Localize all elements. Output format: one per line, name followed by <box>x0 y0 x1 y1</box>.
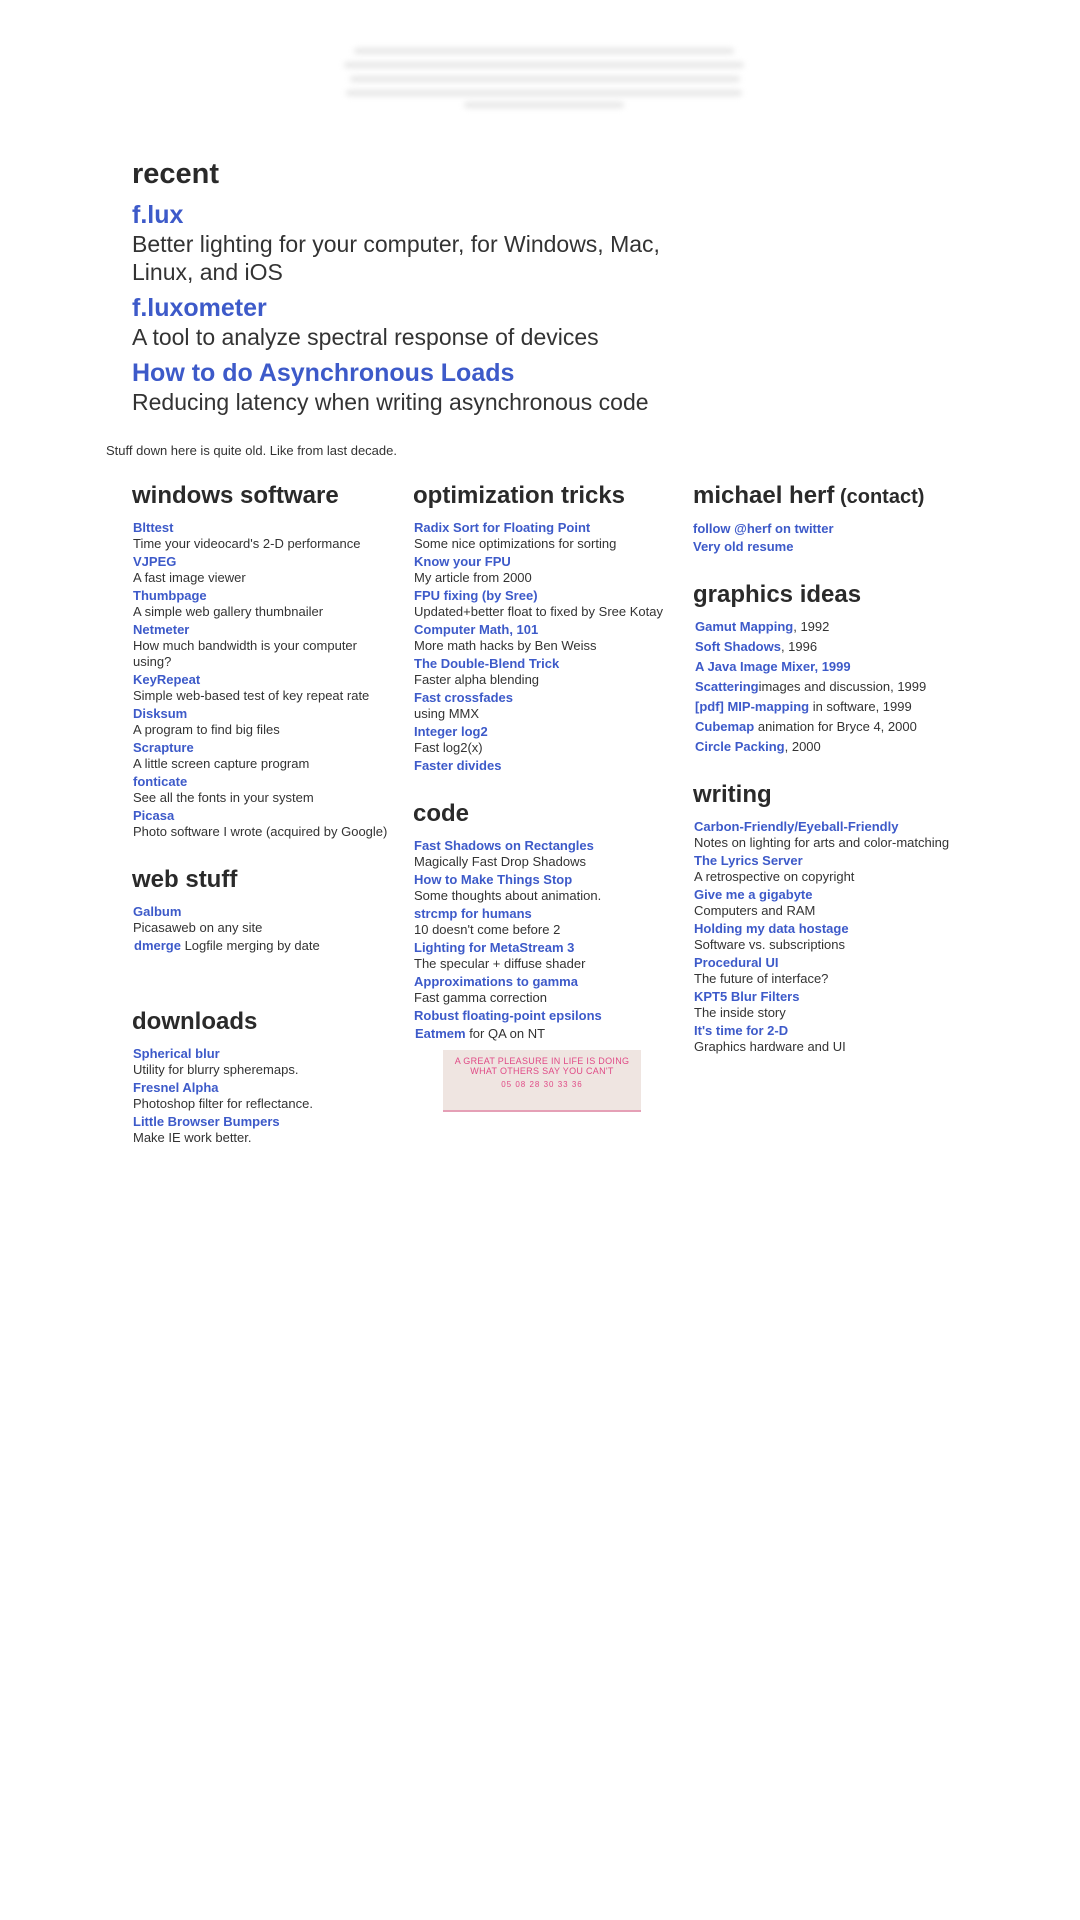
graphics-ideas-section <box>693 581 963 755</box>
item-link[interactable]: dmerge <box>134 938 181 953</box>
list-item <box>694 659 963 675</box>
item-link[interactable]: Computer Math, 101 <box>414 622 539 637</box>
item-desc: Simple web-based test of key repeat rate <box>133 688 370 703</box>
item-link[interactable]: Fast crossfades <box>414 690 513 705</box>
list-item <box>693 853 963 885</box>
list-item <box>413 622 683 654</box>
item-desc: Picasaweb on any site <box>133 920 263 935</box>
fortune-text: A GREAT PLEASURE IN LIFE IS DOING WHAT OTHERS SAY YOU CAN'T <box>454 1056 630 1076</box>
list-item <box>694 699 963 715</box>
item-desc: for QA on NT <box>465 1026 546 1041</box>
list-item <box>413 656 683 688</box>
column-left <box>132 482 392 1172</box>
recent-item-desc: Reducing latency when writing asynchronous code <box>132 389 649 415</box>
contact-label: (contact) <box>834 486 925 508</box>
item-link[interactable]: Lighting for MetaStream 3 <box>414 940 575 955</box>
list-item <box>132 554 392 586</box>
item-link[interactable]: Procedural UI <box>694 955 779 970</box>
item-desc: A simple web gallery thumbnailer <box>133 604 324 619</box>
item-link[interactable]: FPU fixing (by Sree) <box>414 588 538 603</box>
list-item <box>413 940 683 972</box>
item-desc: using MMX <box>414 706 480 721</box>
recent-item <box>132 201 692 286</box>
item-link[interactable]: Netmeter <box>133 622 190 637</box>
item-link[interactable]: Faster divides <box>414 758 502 773</box>
recent-item-desc: Better lighting for your computer, for Windows, Mac, Linux, and iOS <box>132 231 660 285</box>
item-link[interactable]: Scattering <box>695 679 759 694</box>
code-section <box>413 800 683 1042</box>
item-desc: A retrospective on copyright <box>694 869 855 884</box>
list-item <box>132 588 392 620</box>
recent-item-desc: A tool to analyze spectral response of devices <box>132 324 599 350</box>
item-desc: A program to find big files <box>133 722 280 737</box>
section-heading: windows software <box>132 482 339 509</box>
list-item <box>413 758 683 774</box>
list-item <box>132 774 392 806</box>
fortune-image <box>443 1050 641 1112</box>
contact-name: michael herf <box>693 482 835 509</box>
list-item <box>693 989 963 1021</box>
list-item <box>413 872 683 904</box>
list-item <box>694 639 963 655</box>
item-link[interactable]: Thumbpage <box>133 588 207 603</box>
list-item <box>694 679 963 695</box>
section-heading: writing <box>693 781 772 808</box>
list-item <box>132 1046 392 1078</box>
column-right <box>693 482 963 1081</box>
item-desc: Photoshop filter for reflectance. <box>133 1096 313 1111</box>
item-link[interactable]: Blttest <box>133 520 174 535</box>
list-item <box>694 719 963 735</box>
windows-software-section <box>132 482 392 840</box>
list-item <box>132 1114 392 1146</box>
item-link[interactable]: Gamut Mapping <box>695 619 794 634</box>
item-desc: Some nice optimizations for sorting <box>414 536 617 551</box>
item-link[interactable]: Spherical blur <box>133 1046 220 1061</box>
section-heading: web stuff <box>132 866 238 893</box>
item-link[interactable]: KPT5 Blur Filters <box>694 989 800 1004</box>
item-link[interactable]: Integer log2 <box>414 724 488 739</box>
list-item <box>413 974 683 1006</box>
list-item <box>413 690 683 722</box>
item-desc: Some thoughts about animation. <box>414 888 602 903</box>
item-desc: animation for Bryce 4, 2000 <box>754 719 917 734</box>
optimization-section <box>413 482 683 774</box>
column-middle <box>413 482 683 1068</box>
section-heading: code <box>413 800 470 827</box>
recent-item <box>132 359 692 416</box>
item-desc: The specular + diffuse shader <box>414 956 586 971</box>
downloads-section <box>132 1008 392 1146</box>
item-desc: More math hacks by Ben Weiss <box>414 638 597 653</box>
list-item <box>693 1023 963 1055</box>
section-heading: optimization tricks <box>413 482 626 509</box>
recent-section <box>132 158 692 424</box>
section-heading: downloads <box>132 1008 258 1035</box>
list-item <box>132 672 392 704</box>
item-desc: Faster alpha blending <box>414 672 540 687</box>
section-heading <box>693 482 963 511</box>
item-link[interactable]: Carbon-Friendly/Eyeball-Friendly <box>694 819 899 834</box>
web-stuff-section <box>132 866 392 954</box>
item-desc: See all the fonts in your system <box>133 790 314 805</box>
item-desc: How much bandwidth is your computer using? <box>133 638 357 669</box>
item-desc: Software vs. subscriptions <box>694 937 846 952</box>
item-link[interactable]: Radix Sort for Floating Point <box>414 520 591 535</box>
list-item <box>132 622 392 670</box>
item-link[interactable]: Cubemap <box>695 719 755 734</box>
item-link[interactable]: Disksum <box>133 706 188 721</box>
async-loads-link[interactable]: How to do Asynchronous Loads <box>132 359 515 387</box>
contact-section <box>693 482 963 555</box>
item-desc: Logfile merging by date <box>180 938 320 953</box>
list-item <box>694 619 963 635</box>
list-item <box>132 904 392 936</box>
item-desc: , 1992 <box>793 619 830 634</box>
recent-heading: recent <box>132 158 220 190</box>
item-link[interactable]: VJPEG <box>133 554 177 569</box>
item-desc: Magically Fast Drop Shadows <box>414 854 586 869</box>
item-link[interactable]: Robust floating-point epsilons <box>414 1008 602 1023</box>
item-link[interactable]: Eatmem <box>415 1026 466 1041</box>
flux-link[interactable]: f.lux <box>132 201 184 229</box>
list-item <box>132 808 392 840</box>
item-desc: in software, 1999 <box>809 699 912 714</box>
item-desc: , 1996 <box>780 639 818 654</box>
list-item <box>414 1026 683 1042</box>
item-desc: Fast log2(x) <box>414 740 483 755</box>
list-item <box>132 1080 392 1112</box>
item-desc: The inside story <box>694 1005 786 1020</box>
item-desc: A fast image viewer <box>133 570 246 585</box>
list-item <box>132 706 392 738</box>
item-desc: 10 doesn't come before 2 <box>414 922 561 937</box>
item-desc: images and discussion, 1999 <box>758 679 927 694</box>
item-link[interactable]: Picasa <box>133 808 175 823</box>
fortune-numbers: 05 08 28 30 33 36 <box>501 1080 583 1089</box>
item-link[interactable]: [pdf] MIP-mapping <box>695 699 810 714</box>
list-item <box>413 554 683 586</box>
site-logo <box>344 36 744 114</box>
list-item <box>693 819 963 851</box>
writing-section <box>693 781 963 1055</box>
item-link[interactable]: Galbum <box>133 904 182 919</box>
list-item <box>693 887 963 919</box>
item-link[interactable]: Little Browser Bumpers <box>133 1114 280 1129</box>
item-desc: Make IE work better. <box>133 1130 252 1145</box>
old-stuff-note: Stuff down here is quite old. Like from last decade. <box>106 443 397 458</box>
fluxometer-link[interactable]: f.luxometer <box>132 294 267 322</box>
item-desc: Fast gamma correction <box>414 990 547 1005</box>
resume-link[interactable]: Very old resume <box>693 539 794 554</box>
item-desc: Utility for blurry spheremaps. <box>133 1062 299 1077</box>
item-link[interactable]: KeyRepeat <box>133 672 201 687</box>
list-item <box>693 539 963 555</box>
item-link[interactable]: The Lyrics Server <box>694 853 803 868</box>
list-item <box>413 588 683 620</box>
item-link[interactable]: Fast Shadows on Rectangles <box>414 838 594 853</box>
section-heading: graphics ideas <box>693 581 862 608</box>
item-link[interactable]: Know your FPU <box>414 554 511 569</box>
item-desc: My article from 2000 <box>414 570 532 585</box>
item-desc: Notes on lighting for arts and color-matching <box>694 835 950 850</box>
item-link[interactable]: fonticate <box>133 774 188 789</box>
recent-item <box>132 294 692 351</box>
item-link[interactable]: strcmp for humans <box>414 906 532 921</box>
item-link[interactable]: Approximations to gamma <box>414 974 578 989</box>
item-desc: Graphics hardware and UI <box>694 1039 846 1054</box>
item-link[interactable]: A Java Image Mixer, 1999 <box>695 659 851 674</box>
item-desc: Updated+better float to fixed by Sree Kotay <box>414 604 663 619</box>
list-item <box>413 906 683 938</box>
list-item <box>413 520 683 552</box>
list-item <box>132 520 392 552</box>
list-item <box>413 724 683 756</box>
item-desc: Computers and RAM <box>694 903 816 918</box>
item-link[interactable]: Holding my data hostage <box>694 921 849 936</box>
item-link[interactable]: How to Make Things Stop <box>414 872 573 887</box>
item-link[interactable]: Fresnel Alpha <box>133 1080 219 1095</box>
list-item <box>693 521 963 537</box>
list-item <box>413 1008 683 1024</box>
item-link[interactable]: Circle Packing <box>695 739 785 754</box>
list-item <box>133 938 392 954</box>
item-desc: The future of interface? <box>694 971 829 986</box>
item-link[interactable]: The Double-Blend Trick <box>414 656 560 671</box>
item-link[interactable]: Give me a gigabyte <box>694 887 813 902</box>
item-desc: Photo software I wrote (acquired by Google) <box>133 824 388 839</box>
list-item <box>694 739 963 755</box>
item-link[interactable]: Soft Shadows <box>695 639 781 654</box>
item-link[interactable]: It's time for 2-D <box>694 1023 789 1038</box>
list-item <box>693 955 963 987</box>
list-item <box>693 921 963 953</box>
twitter-link[interactable]: follow @herf on twitter <box>693 521 834 536</box>
item-desc: , 2000 <box>784 739 821 754</box>
item-desc: A little screen capture program <box>133 756 310 771</box>
list-item <box>132 740 392 772</box>
item-desc: Time your videocard's 2-D performance <box>133 536 361 551</box>
item-link[interactable]: Scrapture <box>133 740 194 755</box>
list-item <box>413 838 683 870</box>
